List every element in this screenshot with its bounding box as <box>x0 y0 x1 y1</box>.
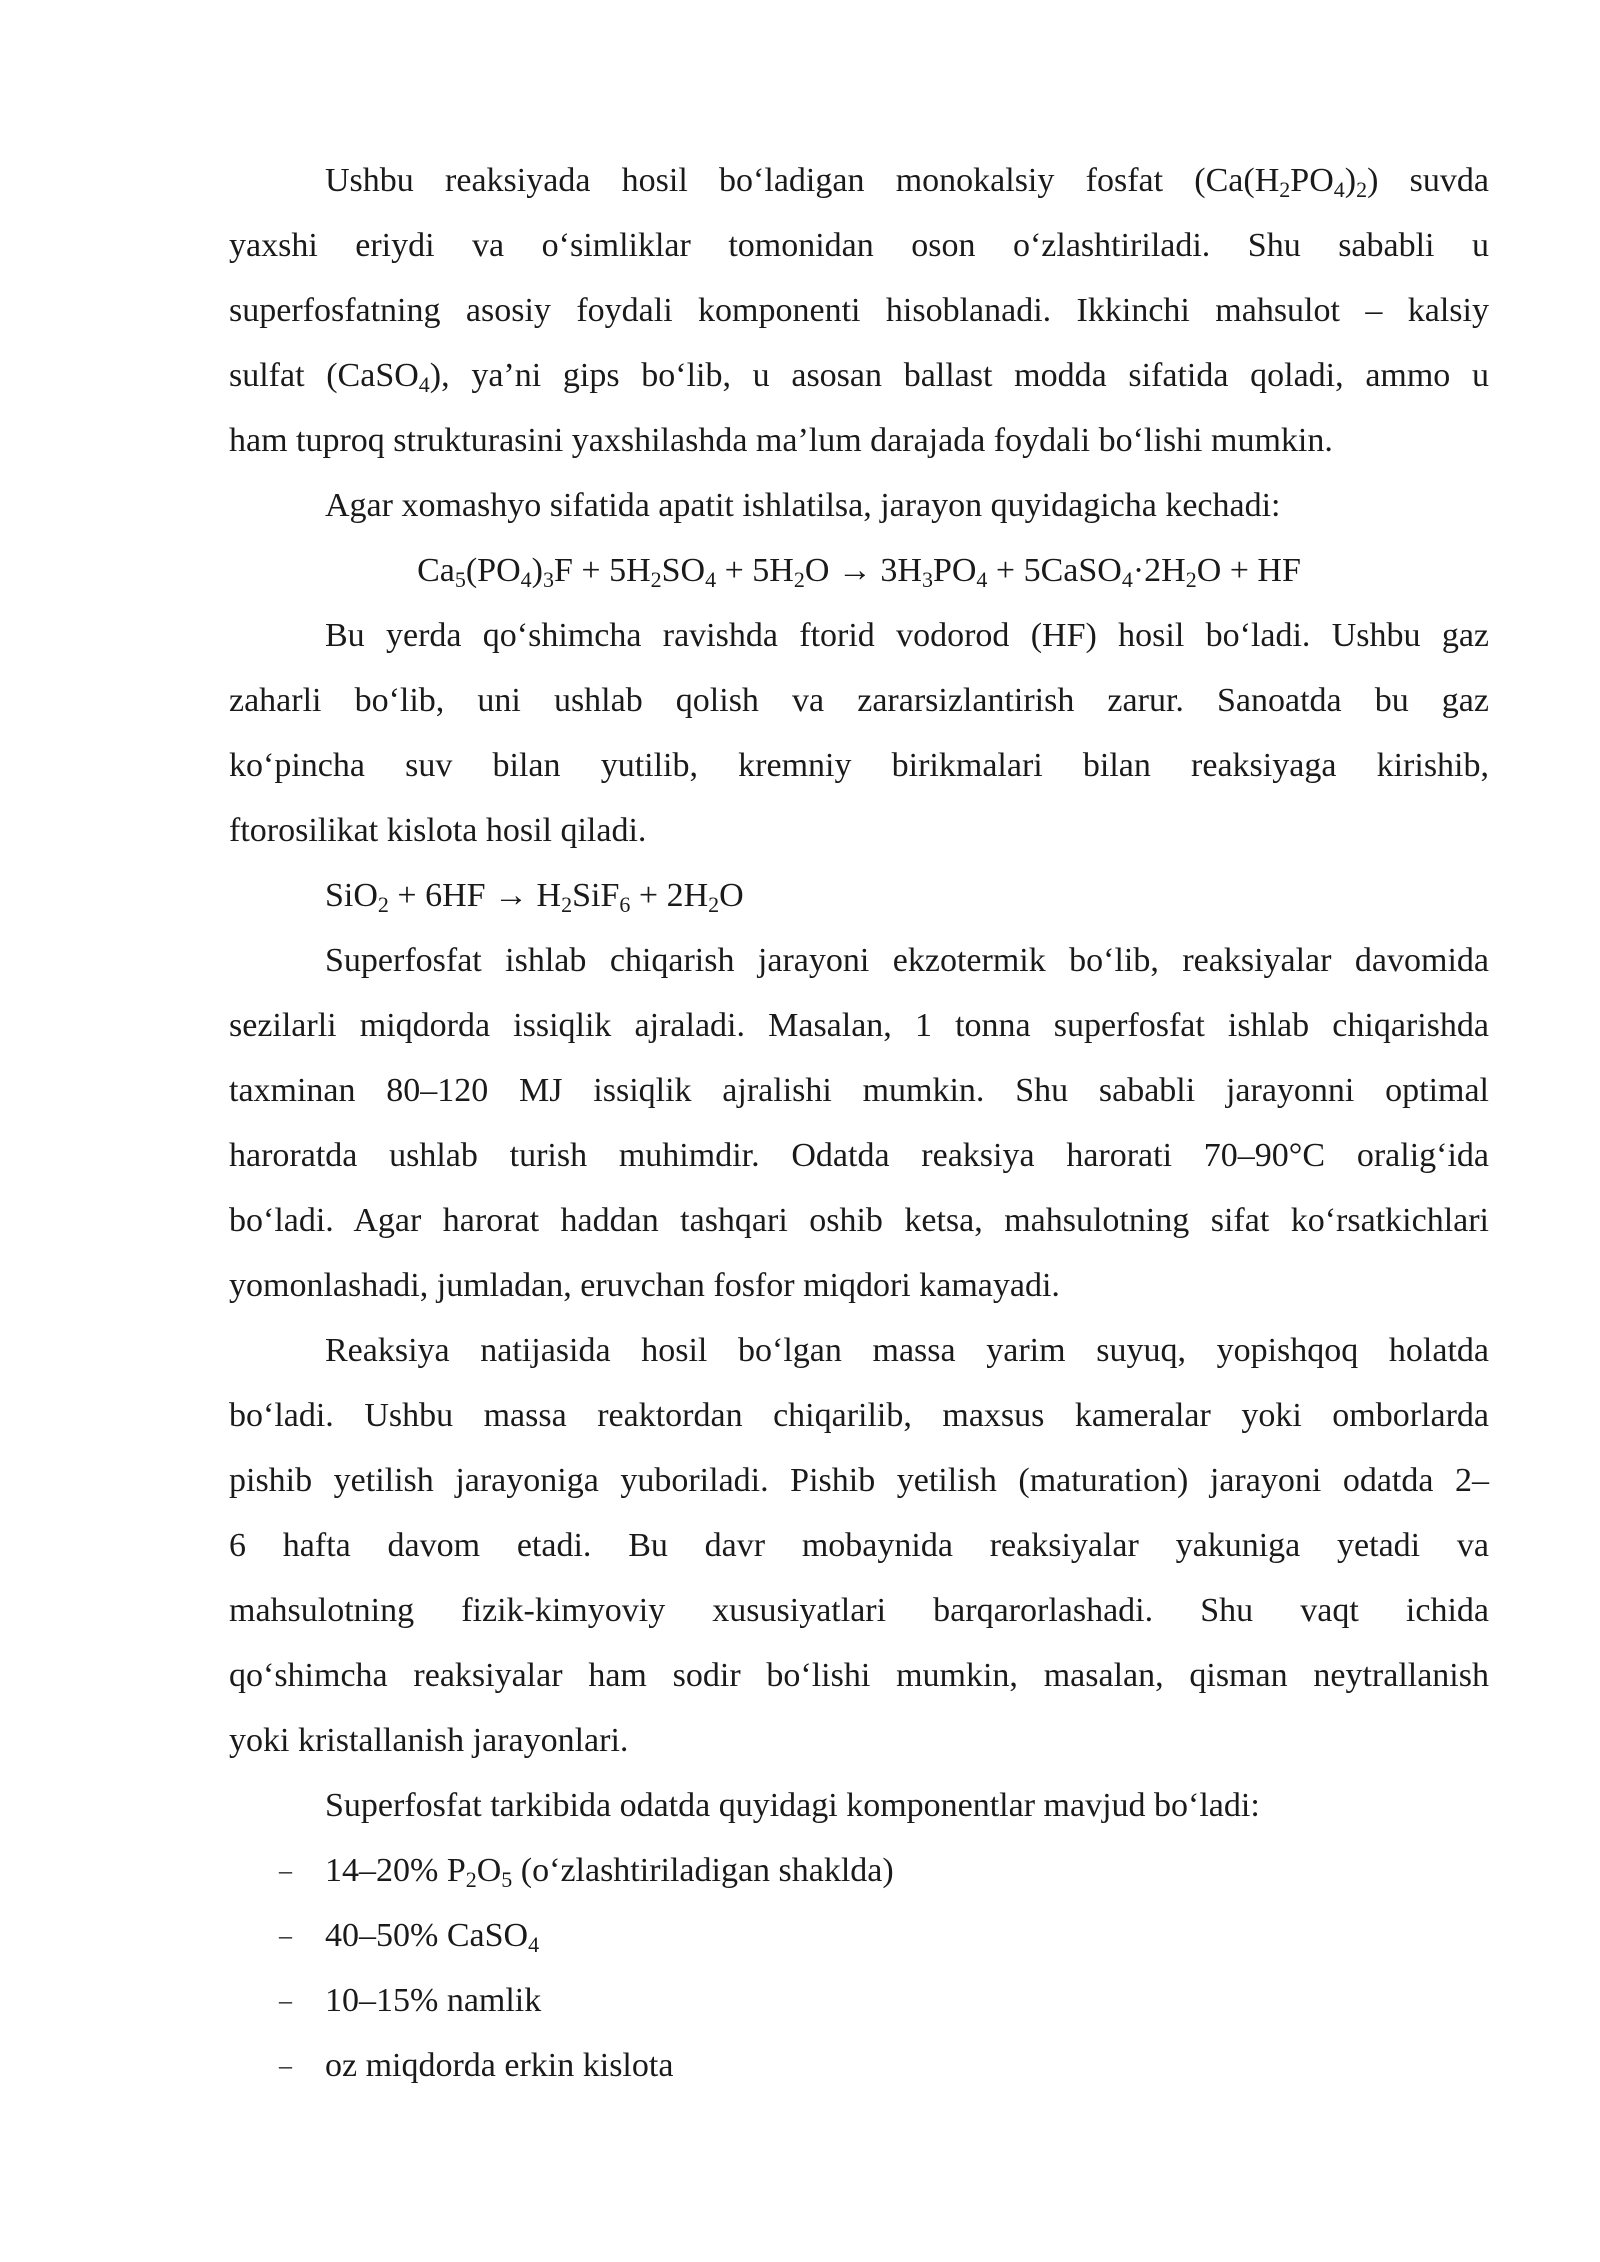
paragraph-line: ham tuproq strukturasini yaxshilashda ma’lum darajada foydali bo‘lishi mumkin. <box>229 422 1333 459</box>
list-item-text: 40–50% CaSO$_4$ <box>325 1917 540 1958</box>
list-item <box>229 1838 1489 1903</box>
document-page <box>229 148 1489 2098</box>
list-item <box>229 2033 1489 2098</box>
paragraph-line: sezilarli miqdorda issiqlik ajraladi. Masalan, 1 tonna superfosfat ishlab chiqarishda <box>229 1007 1489 1044</box>
paragraph-line: superfosfatning asosiy foydali komponenti hisoblanadi. Ikkinchi mahsulot – kalsiy <box>229 292 1489 329</box>
paragraph-line: qo‘shimcha reaksiyalar ham sodir bo‘lishi mumkin, masalan, qisman neytrallanish <box>229 1657 1489 1694</box>
paragraph-line: bo‘ladi. Ushbu massa reaktordan chiqarilib, maxsus kameralar yoki omborlarda <box>229 1397 1489 1434</box>
list-dash: – <box>279 1986 292 2015</box>
paragraph-line: yomonlashadi, jumladan, eruvchan fosfor miqdori kamayadi. <box>229 1267 1060 1304</box>
paragraph-line: yoki kristallanish jarayonlari. <box>229 1722 629 1759</box>
paragraph-line: Reaksiya natijasida hosil bo‘lgan massa yarim suyuq, yopishqoq holatda <box>325 1332 1489 1369</box>
paragraph-line: taxminan 80–120 MJ issiqlik ajralishi mumkin. Shu sababli jarayonni optimal <box>229 1072 1489 1109</box>
list-item <box>229 1903 1489 1968</box>
paragraph-line: pishib yetilish jarayoniga yuboriladi. Pishib yetilish (maturation) jarayoni odatda 2– <box>229 1462 1489 1499</box>
list-item-text: oz miqdorda erkin kislota <box>325 2047 674 2084</box>
paragraph-line: ko‘pincha suv bilan yutilib, kremniy birikmalari bilan reaksiyaga kirishib, <box>229 747 1489 784</box>
list-dash: – <box>279 1856 292 1885</box>
paragraph-line: 6 hafta davom etadi. Bu davr mobaynida reaksiyalar yakuniga yetadi va <box>229 1527 1489 1564</box>
paragraph-line: Agar xomashyo sifatida apatit ishlatilsa, jarayon quyidagicha kechadi: <box>325 487 1281 524</box>
paragraph-line: haroratda ushlab turish muhimdir. Odatda reaksiya harorati 70–90°C oralig‘ida <box>229 1137 1489 1174</box>
list-dash: – <box>279 1921 292 1950</box>
paragraph-line: mahsulotning fizik-kimyoviy xususiyatlari barqarorlashadi. Shu vaqt ichida <box>229 1592 1489 1629</box>
paragraph-line: Bu yerda qo‘shimcha ravishda ftorid vodorod (HF) hosil bo‘ladi. Ushbu gaz <box>325 617 1489 654</box>
paragraph-line: ftorosilikat kislota hosil qiladi. <box>229 812 647 849</box>
list-item-text: 14–20% $P_2O_5$ (o‘zlashtiriladigan shaklda) <box>325 1852 894 1893</box>
paragraph-line: Ushbu reaksiyada hosil bo‘ladigan monokalsiy fosfat $(Ca(H_2PO_4)_2)$ suvda <box>325 162 1489 203</box>
paragraph-line: yaxshi eriydi va o‘simliklar tomonidan oson o‘zlashtiriladi. Shu sababli u <box>229 227 1489 264</box>
list-dash: – <box>279 2051 292 2080</box>
paragraph-line: zaharli bo‘lib, uni ushlab qolish va zararsizlantirish zarur. Sanoatda bu gaz <box>229 682 1489 719</box>
chemical-equation: $SiO_2 + 6HF \to H_2SiF_6 + 2H_2O$ <box>325 877 744 918</box>
paragraph-line: sulfat (CaSO$_4$), ya’ni gips bo‘lib, u asosan ballast modda sifatida qoladi, ammo u <box>229 357 1489 398</box>
chemical-equation: $Ca_5(PO_4)_3F + 5H_2SO_4 + 5H_2O \to 3H_3PO_4$ + $5CaSO_4\cdot 2H_2O$ + HF <box>417 552 1301 593</box>
list-item-text: 10–15% namlik <box>325 1982 542 2019</box>
paragraph-line: bo‘ladi. Agar harorat haddan tashqari oshib ketsa, mahsulotning sifat ko‘rsatkichlari <box>229 1202 1489 1239</box>
paragraph-line: Superfosfat tarkibida odatda quyidagi komponentlar mavjud bo‘ladi: <box>325 1787 1260 1824</box>
list-item <box>229 1968 1489 2033</box>
paragraph-line: Superfosfat ishlab chiqarish jarayoni ekzotermik bo‘lib, reaksiyalar davomida <box>325 942 1489 979</box>
